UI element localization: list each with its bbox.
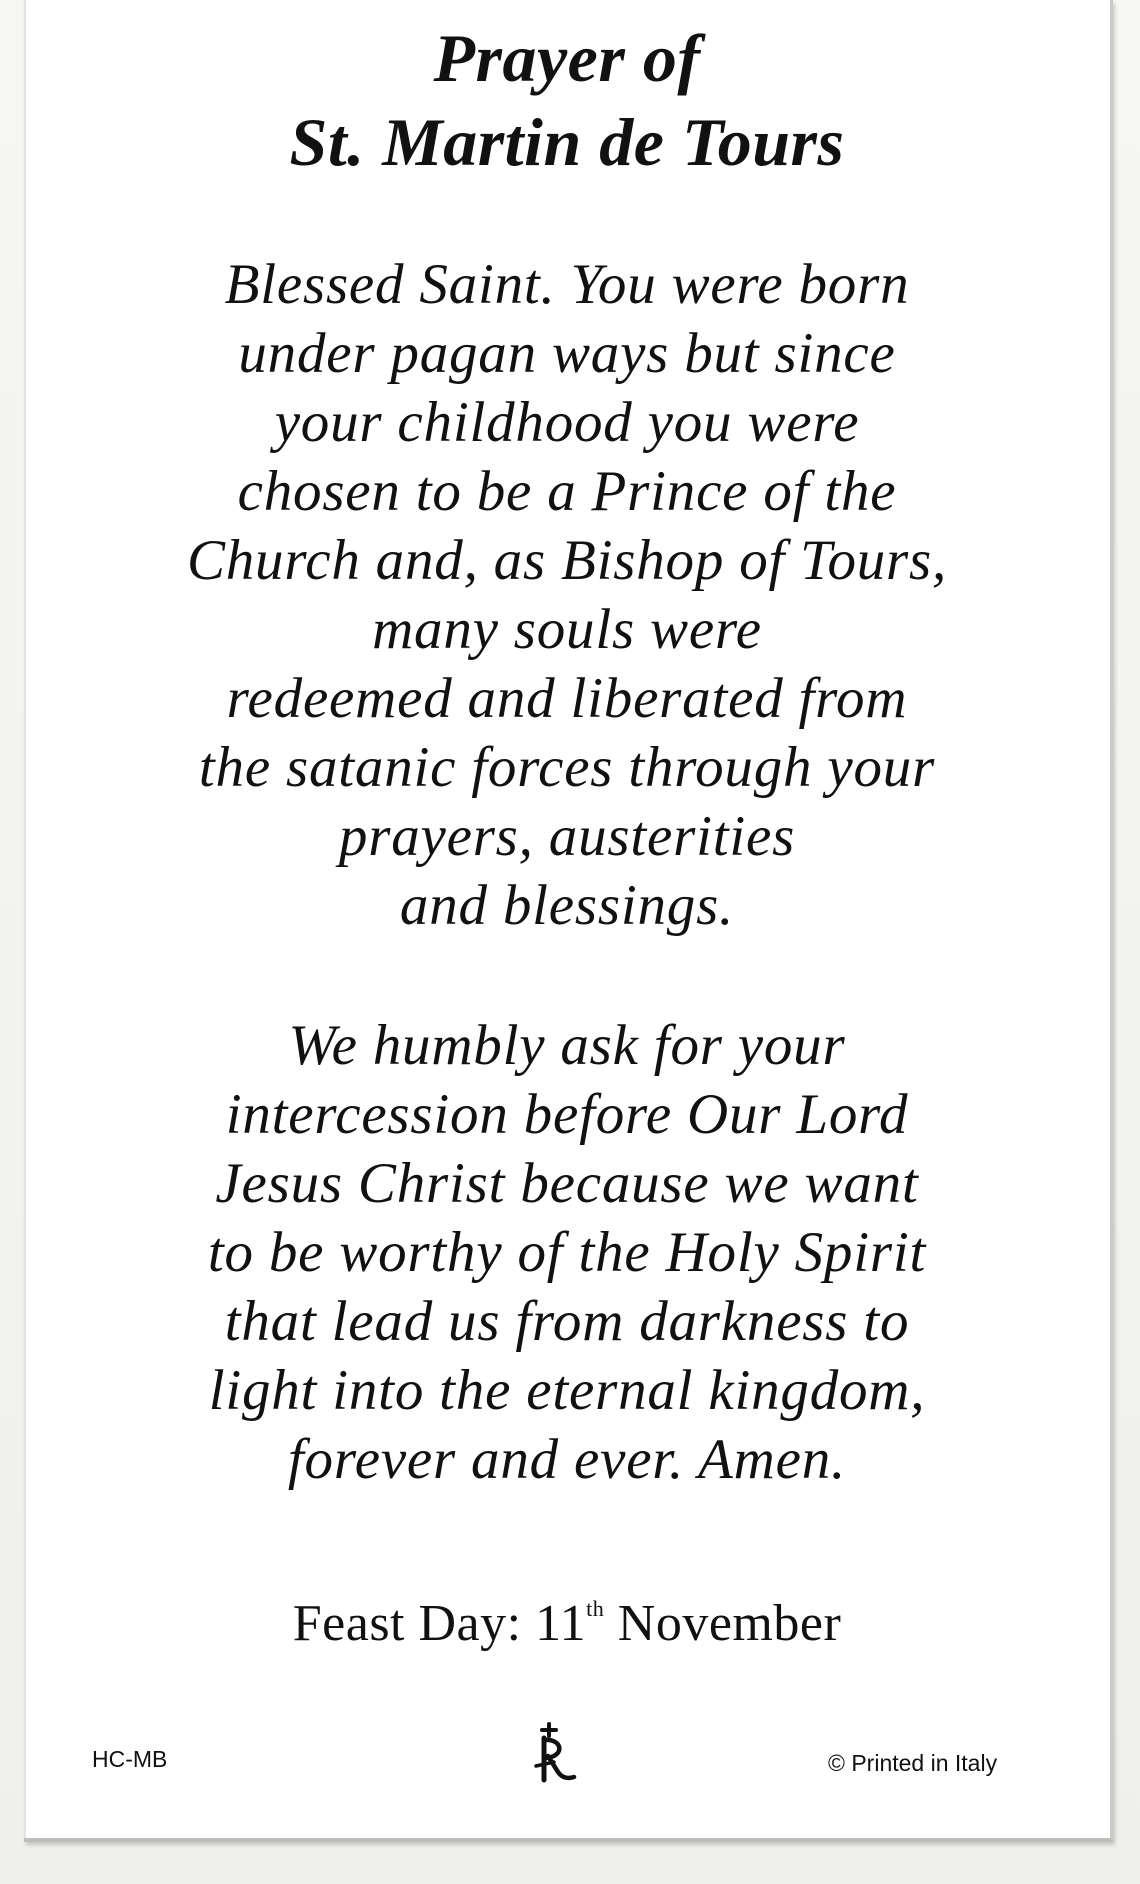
product-code: HC-MB [92, 1746, 168, 1772]
chi-rho-icon [532, 1722, 578, 1784]
prayer-line: Church and, as Bishop of Tours, [186, 529, 948, 592]
prayer-line: forever and ever. Amen. [287, 1428, 847, 1491]
feast-day [24, 1592, 1110, 1656]
prayer-line: to be worthy of the Holy Spirit [207, 1221, 927, 1284]
printed-in-italy: © Printed in Italy [828, 1750, 998, 1776]
prayer-line: that lead us from darkness to [224, 1290, 910, 1353]
prayer-line: Blessed Saint. You were born [224, 253, 910, 316]
prayer-line: chosen to be a Prince of the [237, 460, 897, 523]
feast-day-month: November [604, 1595, 842, 1652]
prayer-paragraph-2 [24, 1011, 1110, 1494]
prayer-line: redeemed and liberated from [226, 667, 908, 730]
prayer-line: intercession before Our Lord [225, 1083, 909, 1146]
title-line-1: Prayer of [433, 20, 701, 96]
feast-day-ordinal: th [586, 1596, 605, 1621]
prayer-paragraph-1 [24, 250, 1110, 940]
prayer-line: and blessings. [399, 874, 735, 937]
prayer-line: your childhood you were [274, 391, 860, 454]
prayer-line: Jesus Christ because we want [215, 1152, 919, 1215]
prayer-line: many souls were [372, 598, 762, 661]
title-line-2: St. Martin de Tours [289, 104, 845, 180]
prayer-line: the satanic forces through your [198, 736, 936, 799]
prayer-line: light into the eternal kingdom, [208, 1359, 926, 1422]
prayer-line: prayers, austerities [338, 805, 796, 868]
feast-day-label: Feast Day: 11 [292, 1595, 587, 1652]
prayer-line: under pagan ways but since [238, 322, 896, 385]
prayer-line: We humbly ask for your [288, 1014, 846, 1077]
